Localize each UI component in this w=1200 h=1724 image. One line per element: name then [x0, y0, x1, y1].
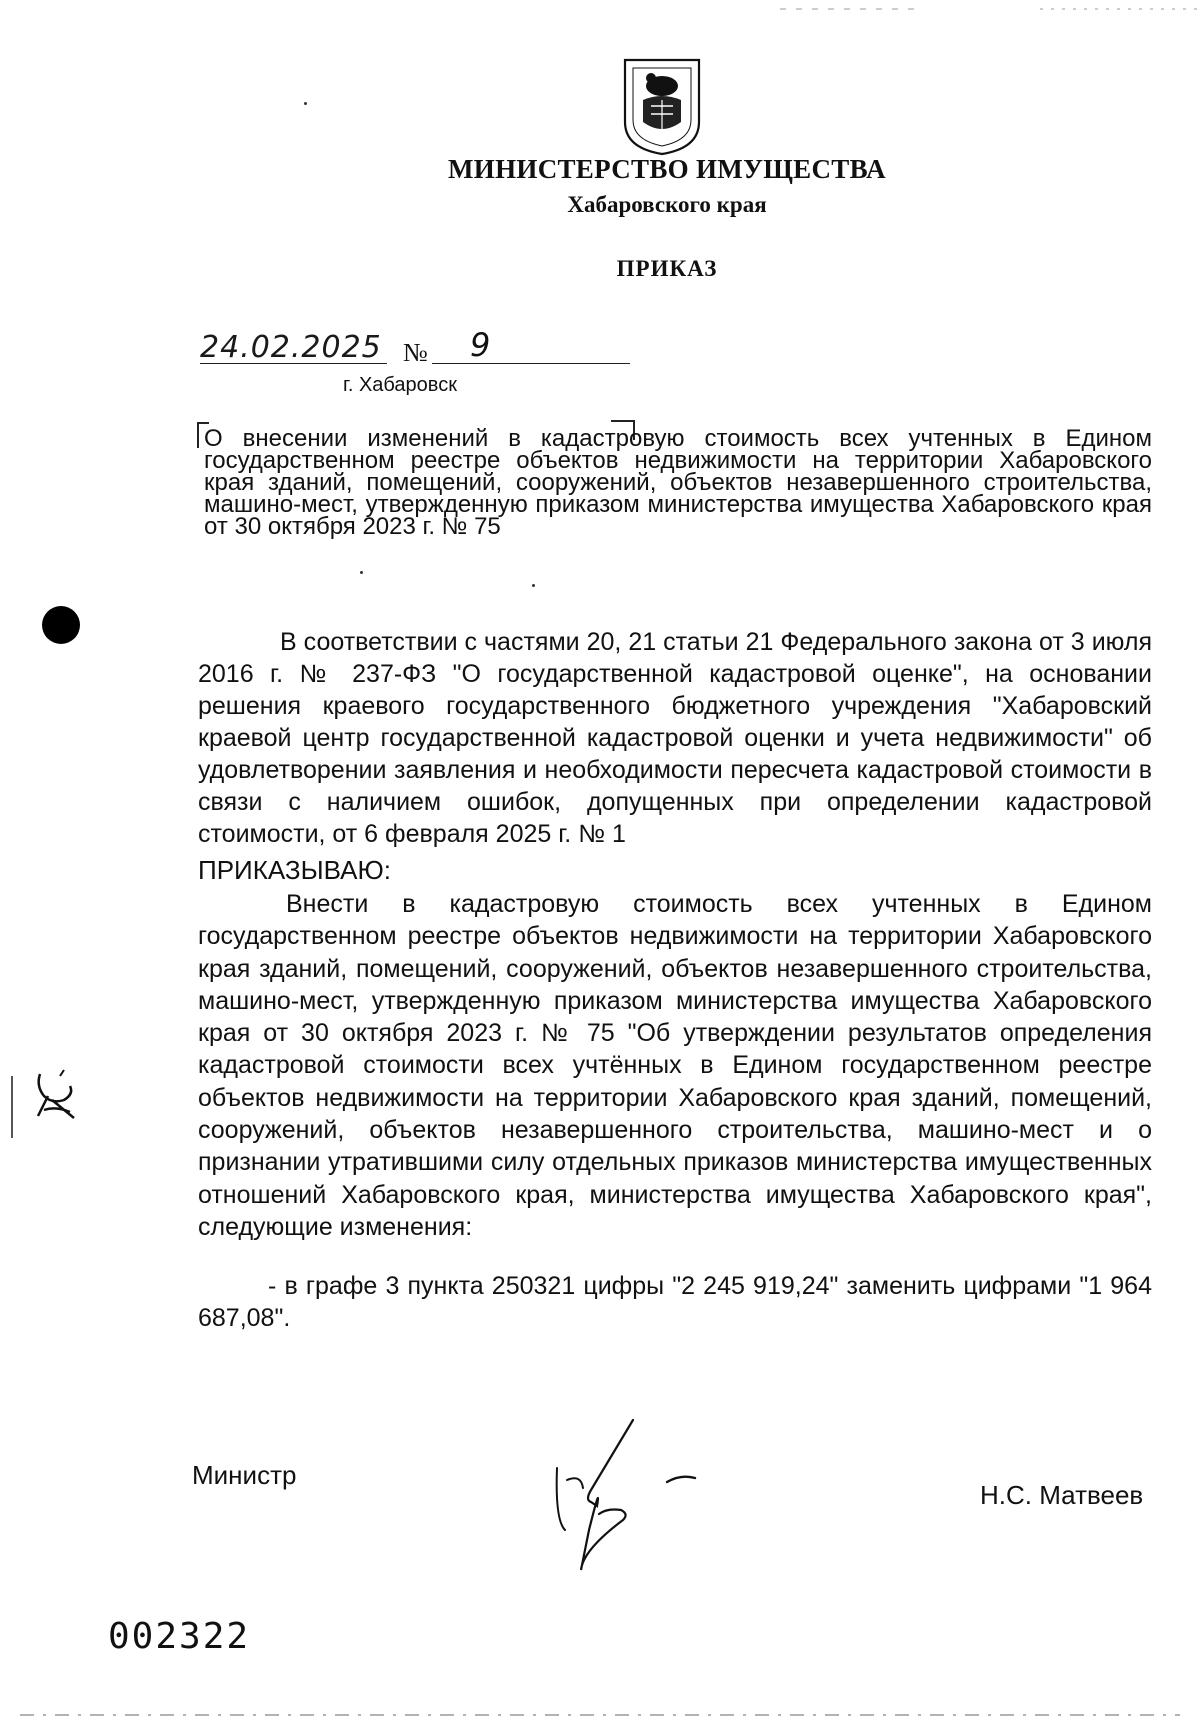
- number-underline: [432, 363, 630, 364]
- document-date: 24.02.2025: [200, 330, 382, 365]
- order-word: ПРИКАЗЫВАЮ:: [198, 855, 391, 885]
- coat-of-arms-emblem: [621, 52, 703, 156]
- scan-speck: [304, 102, 307, 105]
- scan-edge-top: [600, 0, 1200, 6]
- preamble-paragraph: В соответствии с частями 20, 21 статьи 21 Федерального закона от 3 июля 2016 г. № 237-ФЗ "О государственной кадастровой оценке", на основании решения краевого государственного бюджетного учреждения "Хабаровский краевой центр государственной кадастровой оценки и учета недвижимости" об удовлетворении заявления и необходимости пересчета кадастровой стоимости в связи с наличием ошибок, допущенных при определении кадастровой стоимости, от 6 февраля 2025 г. № 1: [198, 628, 1152, 848]
- date-underline: [200, 363, 387, 364]
- registration-number: 002322: [108, 1616, 251, 1657]
- scan-edge-bottom: [0, 1706, 1200, 1714]
- signer-name: Н.С. Матвеев: [980, 1480, 1144, 1510]
- punch-hole-mark: [42, 606, 80, 644]
- handwritten-signature: [535, 1410, 715, 1580]
- region-subtitle: Хабаровского края: [567, 192, 767, 217]
- order-paragraph: Внести в кадастровую стоимость всех учтенных в Едином государственном реестре объектов недвижимости на территории Хабаровского края зданий, помещений, сооружений, объектов незавершенного строительства, машино-мест, утвержденную приказом министерства имущества Хабаровского края от 30 октября 2023 г. № 75 "Об утверждении результатов определения кадастровой стоимости всех учтённых в Едином государственном реестре объектов недвижимости на территории Хабаровского края зданий, помещений, сооружений, объектов незавершенного строительства, машино-мест и о признании утратившими силу отдельных приказов министерства имущественных отношений Хабаровского края, министерства имущества Хабаровского края", следующие изменения:: [198, 890, 1152, 1241]
- margin-initial-mark: [34, 1066, 80, 1122]
- document-type-title: ПРИКАЗ: [616, 256, 718, 281]
- scan-speck: [532, 584, 535, 587]
- document-number: 9: [470, 326, 491, 364]
- change-item: - в графе 3 пункта 250321 цифры "2 245 919,24" заменить цифрами "1 964 687,08".: [198, 1272, 1152, 1332]
- signer-position: Министр: [192, 1460, 297, 1490]
- document-subject: О внесении изменений в кадастровую стоимость всех учтенных в Едином государственном реестре объектов недвижимости на территории Хабаровского края зданий, помещений, сооружений, объектов незавершенного строительства, машино-мест, утвержденную приказом министерства имущества Хабаровского края от 30 октября 2023 г. № 75: [204, 425, 1152, 540]
- document-city: г. Хабаровск: [343, 374, 457, 396]
- scan-speck: [360, 571, 363, 574]
- ministry-title: МИНИСТЕРСТВО ИМУЩЕСТВА: [448, 154, 886, 184]
- scan-margin-line: [11, 1076, 13, 1138]
- number-label: №: [403, 338, 428, 367]
